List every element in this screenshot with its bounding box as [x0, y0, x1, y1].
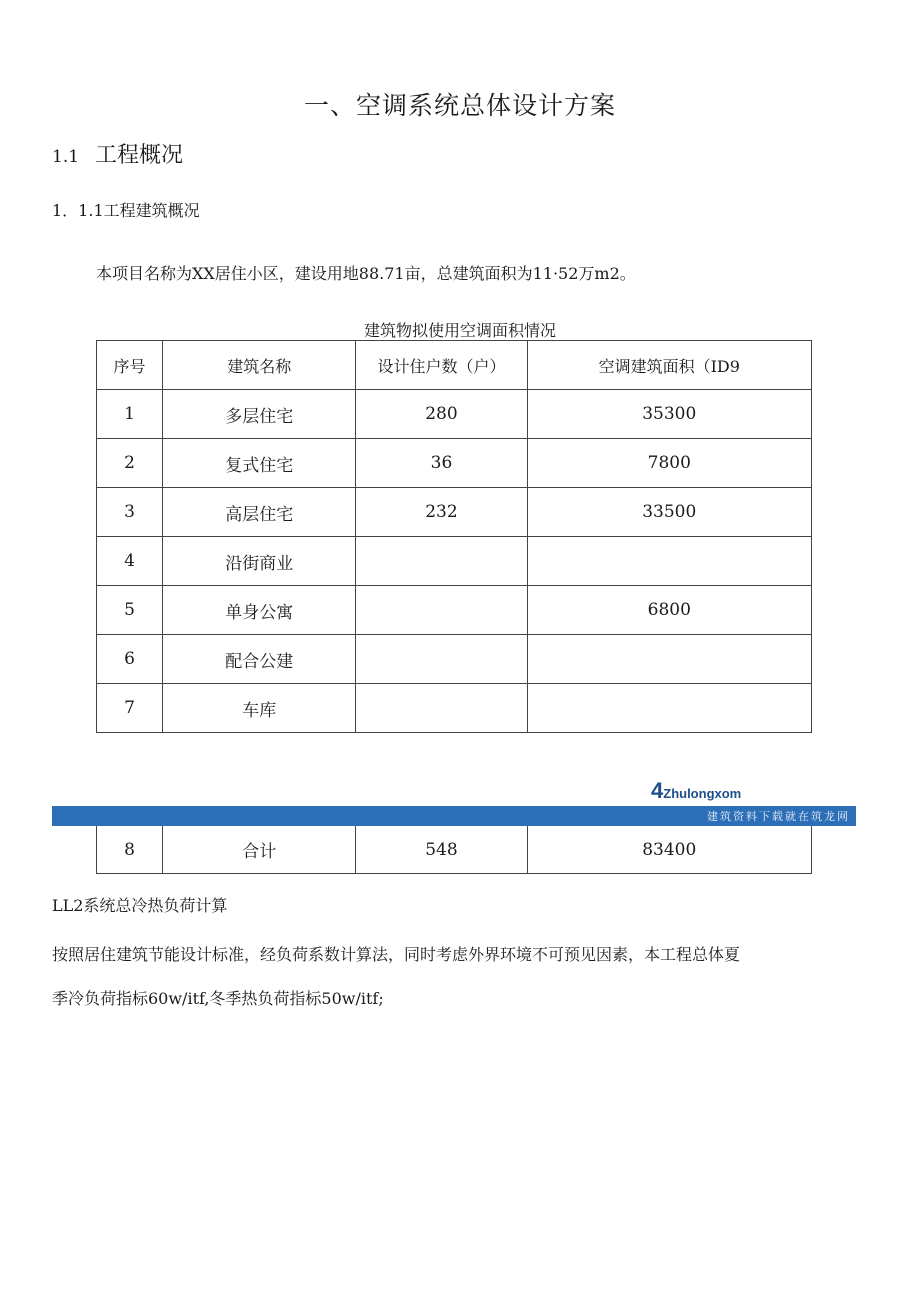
table-cell: 5	[97, 586, 163, 635]
table-cell: 沿街商业	[163, 537, 356, 586]
header-cell: 设计住户数（户）	[356, 341, 527, 390]
body-paragraph-line: 季冷负荷指标60w/itf,冬季热负荷指标50w/itf;	[52, 989, 384, 1008]
table-cell: 280	[356, 390, 527, 439]
banner-text: 建筑资料下载就在筑龙网	[707, 810, 850, 823]
table-header-row	[97, 341, 812, 390]
table-row	[97, 390, 812, 439]
logo-digit: 4	[651, 778, 664, 803]
table-cell: 2	[97, 439, 163, 488]
table-cell: 35300	[527, 390, 811, 439]
table-cell	[356, 586, 527, 635]
body-paragraph-line: 按照居住建筑节能设计标准，经负荷系数计算法，同时考虑外界环境不可预见因素，本工程总体夏	[52, 945, 741, 964]
section-label: 工程概况	[95, 143, 184, 168]
table-cell: 多层住宅	[163, 390, 356, 439]
table-row	[97, 684, 812, 733]
table-cell: 高层住宅	[163, 488, 356, 537]
table-row	[97, 488, 812, 537]
table-row	[97, 537, 812, 586]
table-cell	[356, 635, 527, 684]
table-row	[97, 635, 812, 684]
table-row	[97, 439, 812, 488]
ac-area-table	[96, 340, 812, 733]
header-cell: 建筑名称	[163, 341, 356, 390]
page-title: 一、空调系统总体设计方案	[303, 91, 616, 120]
header-cell: 空调建筑面积（ID9	[527, 341, 811, 390]
section-heading-1-1	[52, 138, 183, 169]
table-cell: 232	[356, 488, 527, 537]
table-cell: 合计	[163, 826, 356, 874]
table-cell: 7800	[527, 439, 811, 488]
table-cell: 1	[97, 390, 163, 439]
table-cell: 3	[97, 488, 163, 537]
section-heading-1-1-1: 1．1.1工程建筑概况	[52, 201, 200, 220]
ac-area-table-total	[96, 826, 812, 874]
header-cell: 序号	[97, 341, 163, 390]
table-cell: 6800	[527, 586, 811, 635]
table-cell: 车库	[163, 684, 356, 733]
table-cell: 复式住宅	[163, 439, 356, 488]
logo-text: Zhulongxom	[663, 786, 742, 801]
table-cell: 8	[97, 826, 163, 874]
intro-paragraph: 本项目名称为XX居住小区，建设用地88.71亩，总建筑面积为11·52万m2。	[96, 264, 636, 283]
table-cell: 7	[97, 684, 163, 733]
table-row	[97, 586, 812, 635]
table-cell: 单身公寓	[163, 586, 356, 635]
watermark-banner	[52, 806, 856, 826]
table-cell	[356, 537, 527, 586]
table-cell: 36	[356, 439, 527, 488]
table-cell: 548	[356, 826, 527, 874]
table-cell: 83400	[527, 826, 811, 874]
table-cell: 4	[97, 537, 163, 586]
table-cell	[527, 635, 811, 684]
table-total-row	[97, 826, 812, 874]
section-heading-1-1-2: LL2系统总冷热负荷计算	[52, 896, 228, 915]
table-caption: 建筑物拟使用空调面积情况	[363, 321, 556, 340]
table-cell: 配合公建	[163, 635, 356, 684]
section-number: 1.1	[52, 147, 80, 167]
table-cell: 33500	[527, 488, 811, 537]
table-cell	[356, 684, 527, 733]
table-cell: 6	[97, 635, 163, 684]
table-cell	[527, 537, 811, 586]
table-cell	[527, 684, 811, 733]
watermark-logo	[651, 778, 741, 804]
